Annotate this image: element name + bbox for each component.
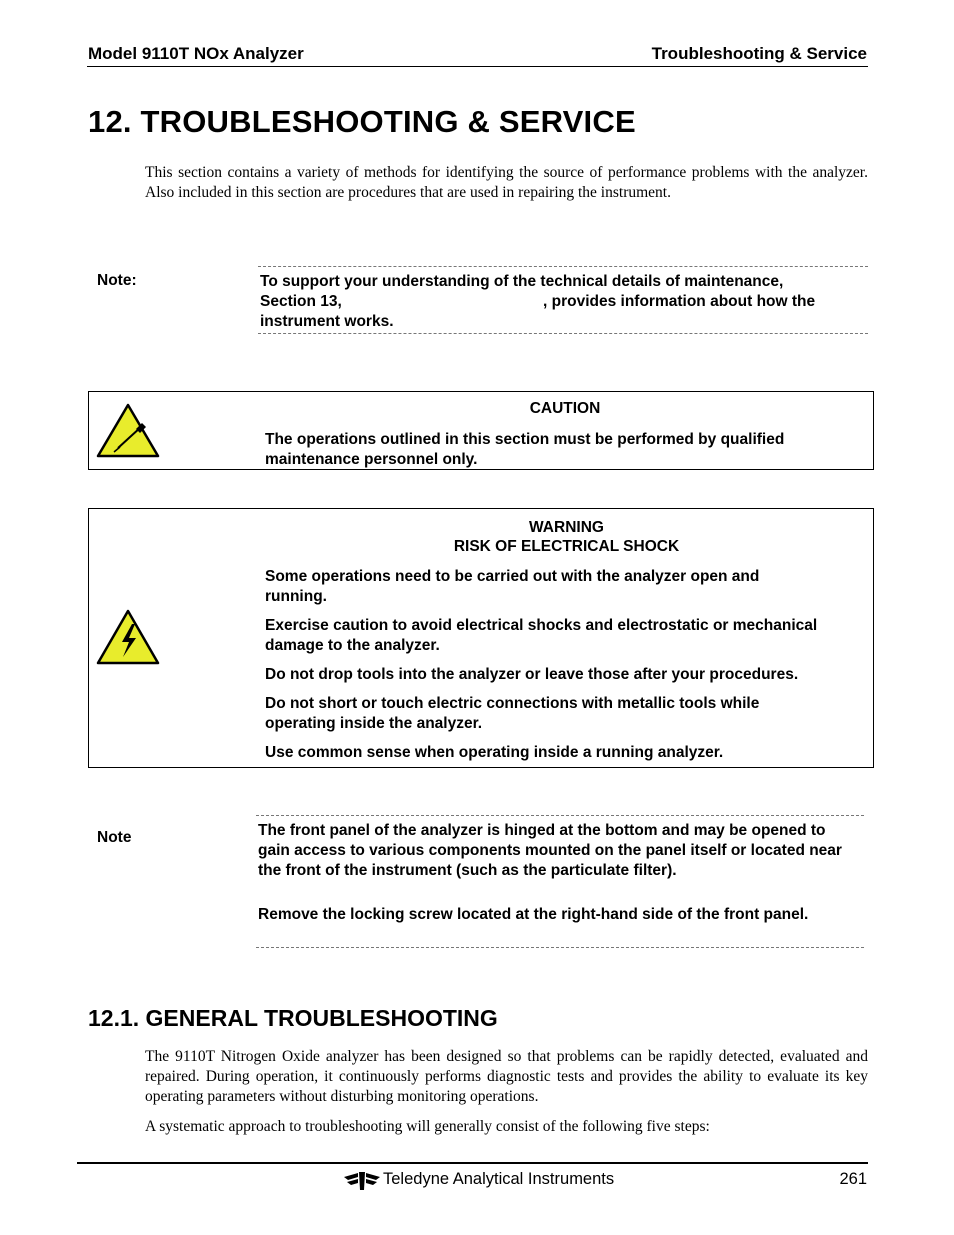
electrical-shock-icon — [96, 608, 160, 666]
caution-title: CAUTION — [529, 400, 601, 417]
section-paragraph-1: The 9110T Nitrogen Oxide analyzer has been designed so that problems can be rapidly detected, evaluated and repaired. During operation, it continuously performs diagnostic tests and provides the ability to evaluate its key operating parameters without disturbing monitoring operations. — [145, 1048, 868, 1105]
note2-paragraph-2: Remove the locking screw located at the right-hand side of the front panel. — [258, 906, 809, 923]
intro-paragraph: This section contains a variety of methods for identifying the source of performance problems with the analyzer. Also included in this section are procedures that are used in repairing the instrument. — [145, 164, 868, 201]
note-line: instrument works. — [260, 313, 394, 330]
warning-item: Do not short or touch electric connections with metallic tools while operating inside the analyzer. — [265, 695, 760, 732]
note2-paragraph-1: The front panel of the analyzer is hinged at the bottom and may be opened to gain access to various components mounted on the panel itself or located near the front of the instrument (such as the particulate filter). — [258, 822, 842, 879]
note2-bottom-border — [256, 947, 864, 948]
note2-label: Note — [97, 829, 132, 846]
teledyne-logo-icon — [344, 1171, 380, 1191]
note2-top-border — [256, 815, 864, 816]
note-text — [260, 272, 860, 332]
warning-title: WARNING — [529, 519, 604, 536]
section-title: 12.1. GENERAL TROUBLESHOOTING — [88, 1005, 498, 1031]
header-title: Model 9110T NOx Analyzer — [88, 44, 304, 63]
header-rule — [87, 66, 868, 67]
note-top-border — [258, 266, 868, 267]
caution-text: The operations outlined in this section must be performed by qualified maintenance personnel only. — [265, 431, 785, 468]
note-bottom-border — [258, 333, 868, 334]
warning-item: Exercise caution to avoid electrical shocks and electrostatic or mechanical damage to the analyzer. — [265, 617, 818, 654]
footer-company: Teledyne Analytical Instruments — [383, 1170, 615, 1188]
section-paragraph-2: A systematic approach to troubleshooting will generally consist of the following five steps: — [145, 1118, 710, 1135]
page-number: 261 — [839, 1170, 867, 1188]
header-section: Troubleshooting & Service — [651, 44, 867, 63]
screwdriver-caution-icon — [96, 403, 160, 458]
note-line-end: , provides information about how the — [543, 293, 816, 310]
chapter-title: 12. TROUBLESHOOTING & SERVICE — [88, 104, 636, 139]
footer-rule — [77, 1162, 868, 1164]
note-line — [260, 292, 860, 312]
note-label: Note: — [97, 272, 137, 289]
note-section-ref: Section 13, — [260, 293, 342, 310]
warning-item: Some operations need to be carried out with the analyzer open and running. — [265, 568, 760, 605]
note-line: To support your understanding of the technical details of maintenance, — [260, 273, 784, 290]
warning-item: Do not drop tools into the analyzer or leave those after your procedures. — [265, 666, 799, 683]
warning-item: Use common sense when operating inside a running analyzer. — [265, 744, 724, 761]
warning-subtitle: RISK OF ELECTRICAL SHOCK — [453, 538, 680, 555]
